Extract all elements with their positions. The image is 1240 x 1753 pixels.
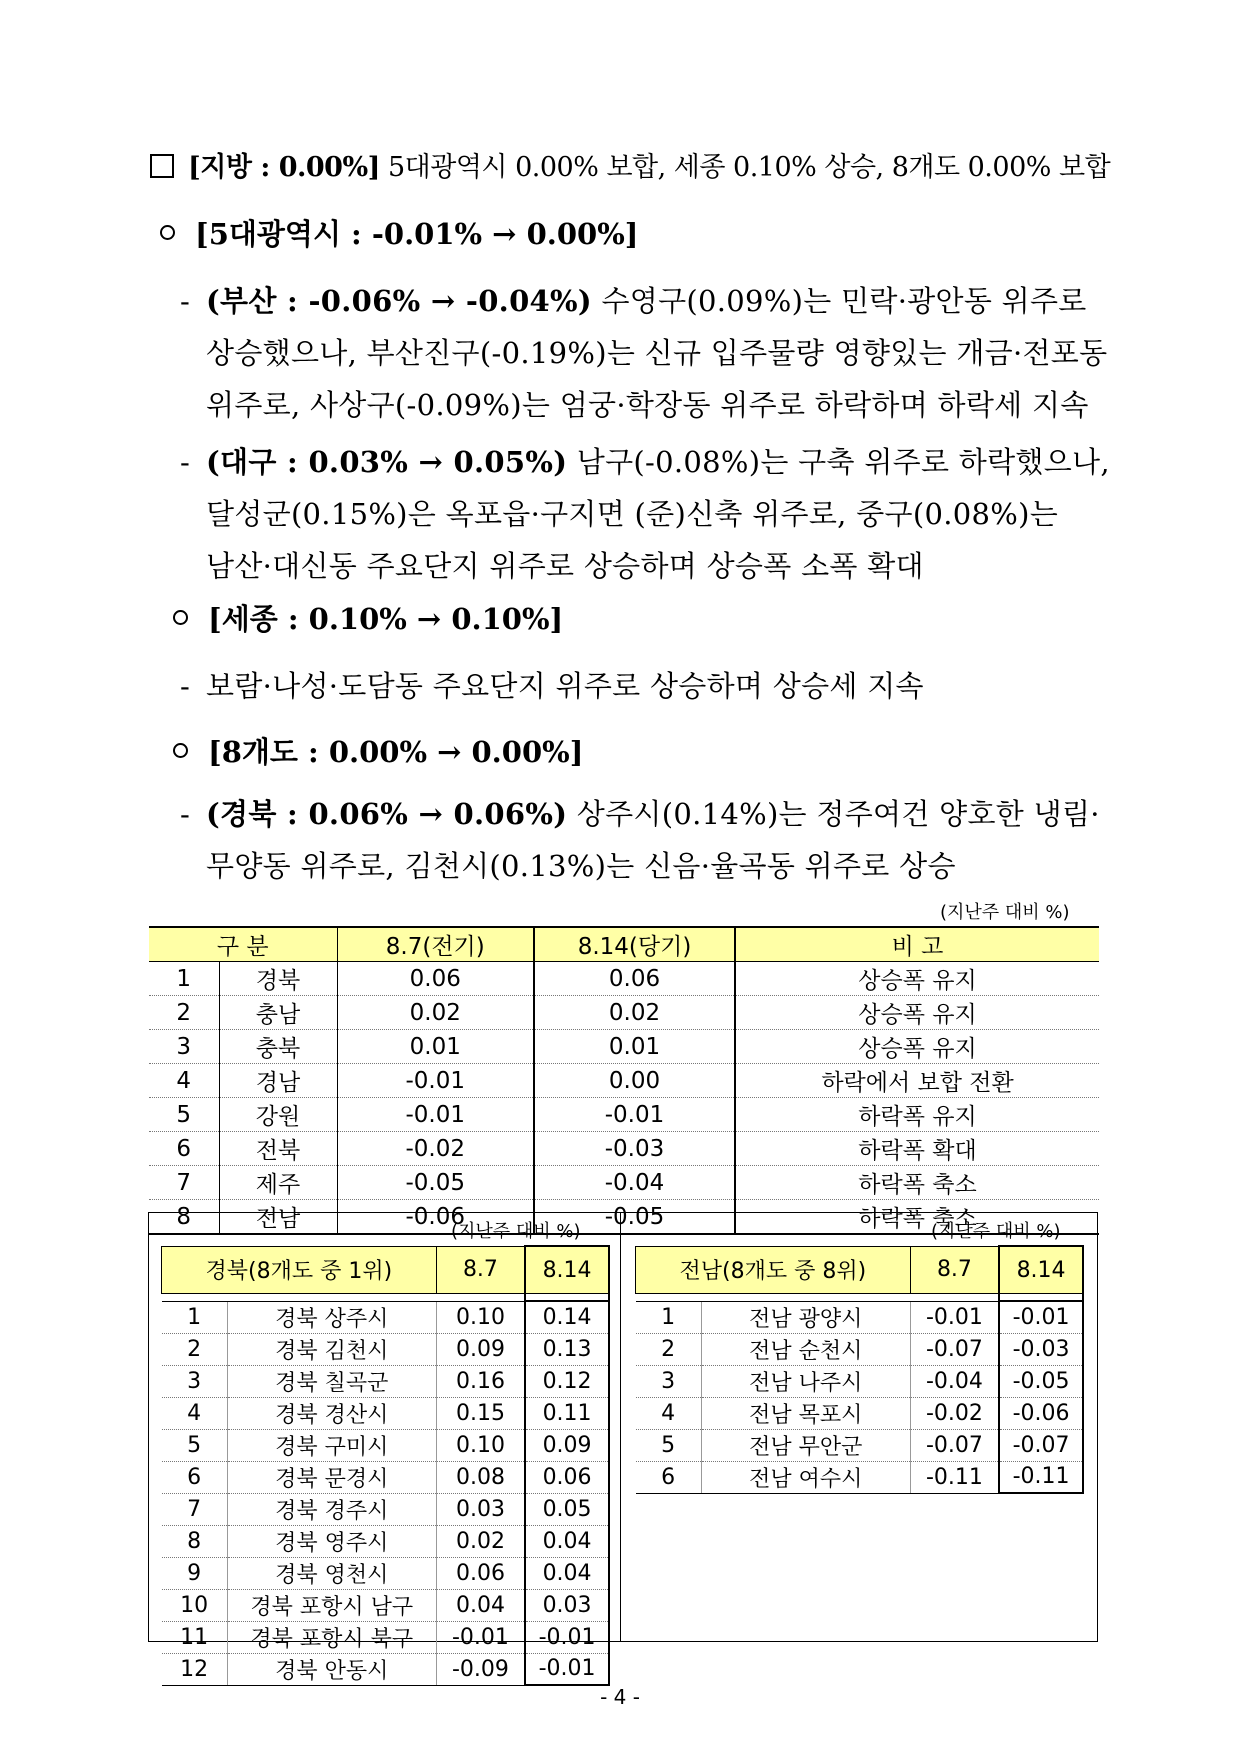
table-cell: -0.11: [999, 1461, 1083, 1493]
table-cell: 전남 여수시: [701, 1461, 910, 1493]
table-cell: 0.06: [337, 962, 534, 996]
table-cell: 0.09: [436, 1333, 525, 1365]
table-cell: 하락폭 유지: [735, 1098, 1099, 1132]
table-cell: 11: [162, 1621, 228, 1653]
busan-line-1: 수영구(0.09%)는 민락·광안동 위주로: [601, 284, 1087, 318]
header-remarks: 비 고: [735, 927, 1099, 962]
table-cell: 상승폭 유지: [735, 962, 1099, 996]
page-number: - 4 -: [600, 1685, 640, 1709]
table-cell: 4: [149, 1064, 219, 1098]
daegu-label: (대구 : 0.03% → 0.05%): [206, 445, 568, 479]
table-cell: 12: [162, 1653, 228, 1685]
dash-bullet: -: [180, 797, 191, 831]
provinces-title: [8개도 : 0.00% → 0.00%]: [208, 735, 584, 769]
table-cell: 하락폭 축소: [735, 1200, 1099, 1235]
table-cell: 전북: [219, 1132, 337, 1166]
table-row: [149, 1064, 1099, 1098]
table-cell: 경북 구미시: [227, 1429, 436, 1461]
table-cell: 0.08: [436, 1461, 525, 1493]
table-cell: 상승폭 유지: [735, 1030, 1099, 1064]
provinces-table: [149, 926, 1099, 1235]
checkbox-square-icon: [150, 154, 174, 178]
daegu-paragraph: [180, 436, 1110, 592]
table-row: [149, 996, 1099, 1030]
table-cell: 5: [162, 1429, 228, 1461]
table-cell: 전남 광양시: [701, 1301, 910, 1333]
table-cell: -0.03: [999, 1333, 1083, 1365]
table-cell: 경남: [219, 1064, 337, 1098]
table-cell: 6: [636, 1461, 702, 1493]
table-cell: 0.14: [525, 1301, 609, 1333]
table-cell: 0.05: [525, 1493, 609, 1525]
table-cell: 0.03: [436, 1493, 525, 1525]
table-cell: 3: [162, 1365, 228, 1397]
unit-label: (지난주 대비 %): [940, 902, 1070, 923]
table-cell: 6: [149, 1132, 219, 1166]
table-cell: 10: [162, 1589, 228, 1621]
gyeongbuk-label: (경북 : 0.06% → 0.06%): [206, 797, 568, 831]
table-row: [162, 1493, 610, 1525]
dash-bullet: -: [180, 669, 191, 703]
table-cell: -0.01: [999, 1301, 1083, 1333]
table-row: [162, 1429, 610, 1461]
table-cell: 0.12: [525, 1365, 609, 1397]
table-cell: -0.04: [534, 1166, 735, 1200]
header-prev: 8.7(전기): [337, 927, 534, 962]
table-cell: 0.02: [436, 1525, 525, 1557]
table-row: [162, 1301, 610, 1333]
table-cell: 경북 상주시: [227, 1301, 436, 1333]
table-cell: 2: [149, 996, 219, 1030]
table-cell: -0.01: [910, 1301, 999, 1333]
gyeongbuk-line-2: 무양동 위주로, 김천시(0.13%)는 신음·율곡동 위주로 상승: [206, 849, 956, 883]
table-cell: 0.06: [525, 1461, 609, 1493]
table-cell: -0.06: [337, 1200, 534, 1235]
table-cell: 충남: [219, 996, 337, 1030]
table-cell: 0.02: [534, 996, 735, 1030]
table-cell: 경북: [219, 962, 337, 996]
table-row: [636, 1333, 1084, 1365]
table-cell: 7: [162, 1493, 228, 1525]
table-cell: 전남 무안군: [701, 1429, 910, 1461]
header-current: 8.14(당기): [534, 927, 735, 962]
table-row: [162, 1653, 610, 1685]
gyeongbuk-line-1: 상주시(0.14%)는 정주여건 양호한 냉림·: [576, 797, 1100, 831]
table-cell: 0.04: [525, 1525, 609, 1557]
right-header-prev: 8.7: [910, 1246, 999, 1294]
table-cell: 충북: [219, 1030, 337, 1064]
table-cell: -0.01: [337, 1098, 534, 1132]
table-cell: 7: [149, 1166, 219, 1200]
table-cell: 0.10: [436, 1429, 525, 1461]
table-row: [149, 1030, 1099, 1064]
table-cell: 4: [162, 1397, 228, 1429]
right-header-title: 전남(8개도 중 8위): [636, 1246, 911, 1294]
table-row: [149, 1132, 1099, 1166]
provinces-heading: [173, 730, 583, 771]
sejong-heading: [173, 597, 563, 638]
left-header-current: 8.14: [525, 1246, 609, 1294]
table-cell: -0.11: [910, 1461, 999, 1493]
table-cell: 5: [149, 1098, 219, 1132]
table-row: [149, 1098, 1099, 1132]
daegu-line-1: 남구(-0.08%)는 구축 위주로 하락했으나,: [576, 445, 1110, 479]
sejong-title: [세종 : 0.10% → 0.10%]: [208, 602, 564, 636]
table-row: [149, 1166, 1099, 1200]
table-cell: 2: [162, 1333, 228, 1365]
table-row: [162, 1621, 610, 1653]
table-cell: 1: [149, 962, 219, 996]
table-cell: 전남 순천시: [701, 1333, 910, 1365]
table-cell: 5: [636, 1429, 702, 1461]
table-cell: 경북 안동시: [227, 1653, 436, 1685]
gyeongbuk-detail-table: [161, 1245, 610, 1686]
table-header-row: [149, 927, 1099, 962]
table-cell: 0.06: [534, 962, 735, 996]
table-cell: 0.16: [436, 1365, 525, 1397]
table-row: [636, 1461, 1084, 1493]
table-row: [636, 1429, 1084, 1461]
table-cell: -0.04: [910, 1365, 999, 1397]
table-header-row: [636, 1246, 1084, 1294]
table-cell: 8: [162, 1525, 228, 1557]
table-cell: -0.03: [534, 1132, 735, 1166]
summary-text: 5대광역시 0.00% 보합, 세종 0.10% 상승, 8개도 0.00% 보합: [388, 152, 1111, 183]
table-cell: 하락에서 보합 전환: [735, 1064, 1099, 1098]
table-cell: 0.03: [525, 1589, 609, 1621]
table-cell: 전남: [219, 1200, 337, 1235]
table-cell: -0.01: [337, 1064, 534, 1098]
summary-line: [150, 145, 1110, 184]
dash-bullet: -: [180, 445, 191, 479]
daegu-line-2: 달성군(0.15%)은 옥포읍·구지면 (준)신축 위주로, 중구(0.08%)는: [206, 497, 1059, 531]
table-cell: -0.07: [910, 1429, 999, 1461]
table-row: [149, 962, 1099, 996]
sejong-paragraph: [180, 660, 924, 712]
table-row: [636, 1397, 1084, 1429]
table-cell: 0.01: [337, 1030, 534, 1064]
table-cell: 0.00: [534, 1064, 735, 1098]
table-cell: 0.04: [436, 1589, 525, 1621]
left-header-prev: 8.7: [436, 1246, 525, 1294]
table-cell: 3: [149, 1030, 219, 1064]
table-cell: -0.02: [910, 1397, 999, 1429]
table-cell: 경북 포항시 북구: [227, 1621, 436, 1653]
table-cell: 제주: [219, 1166, 337, 1200]
table-cell: -0.02: [337, 1132, 534, 1166]
table-cell: -0.07: [910, 1333, 999, 1365]
dash-bullet: -: [180, 284, 191, 318]
table-cell: 경북 김천시: [227, 1333, 436, 1365]
jeonnam-detail-table: [635, 1245, 1084, 1494]
table-cell: 1: [162, 1301, 228, 1333]
table-cell: 경북 문경시: [227, 1461, 436, 1493]
table-row: [162, 1589, 610, 1621]
table-cell: 경북 영주시: [227, 1525, 436, 1557]
table-row: [162, 1333, 610, 1365]
busan-paragraph: [180, 275, 1107, 431]
table-cell: -0.01: [525, 1653, 609, 1685]
daegu-line-3: 남산·대신동 주요단지 위주로 상승하며 상승폭 소폭 확대: [206, 549, 924, 583]
table-cell: 4: [636, 1397, 702, 1429]
table-cell: 1: [636, 1301, 702, 1333]
table-cell: -0.01: [525, 1621, 609, 1653]
table-cell: 0.09: [525, 1429, 609, 1461]
circle-bullet-icon: [160, 225, 175, 240]
table-cell: 경북 경산시: [227, 1397, 436, 1429]
gyeongbuk-paragraph: [180, 788, 1100, 892]
table-cell: 6: [162, 1461, 228, 1493]
table-cell: 상승폭 유지: [735, 996, 1099, 1030]
divider: [620, 1213, 621, 1641]
table-cell: -0.05: [337, 1166, 534, 1200]
busan-label: (부산 : -0.06% → -0.04%): [206, 284, 592, 318]
table-row: [162, 1365, 610, 1397]
table-cell: 0.06: [436, 1557, 525, 1589]
table-row: [162, 1557, 610, 1589]
table-cell: 0.15: [436, 1397, 525, 1429]
table-cell: 경북 영천시: [227, 1557, 436, 1589]
table-cell: 강원: [219, 1098, 337, 1132]
header-category: 구 분: [149, 927, 337, 962]
table-cell: -0.07: [999, 1429, 1083, 1461]
table-cell: -0.06: [999, 1397, 1083, 1429]
table-cell: 0.02: [337, 996, 534, 1030]
right-header-current: 8.14: [999, 1246, 1083, 1294]
table-cell: 2: [636, 1333, 702, 1365]
table-cell: 0.04: [525, 1557, 609, 1589]
table-cell: 전남 나주시: [701, 1365, 910, 1397]
left-header-title: 경북(8개도 중 1위): [162, 1246, 437, 1294]
metro-heading: [160, 212, 638, 253]
table-cell: 경북 경주시: [227, 1493, 436, 1525]
table-row: [636, 1301, 1084, 1333]
table-cell: 하락폭 확대: [735, 1132, 1099, 1166]
metro-title: [5대광역시 : -0.01% → 0.00%]: [195, 217, 639, 251]
circle-bullet-icon: [173, 743, 188, 758]
table-cell: 0.13: [525, 1333, 609, 1365]
table-cell: -0.09: [436, 1653, 525, 1685]
table-cell: 전남 목포시: [701, 1397, 910, 1429]
busan-line-3: 위주로, 사상구(-0.09%)는 엄궁·학장동 위주로 하락하며 하락세 지속: [206, 388, 1089, 422]
table-cell: 3: [636, 1365, 702, 1397]
sejong-text: 보람·나성·도담동 주요단지 위주로 상승하며 상승세 지속: [206, 669, 924, 703]
table-cell: 0.11: [525, 1397, 609, 1429]
table-row: [162, 1525, 610, 1557]
table-cell: -0.01: [436, 1621, 525, 1653]
circle-bullet-icon: [173, 610, 188, 625]
table-header-row: [162, 1246, 610, 1294]
table-cell: -0.05: [999, 1365, 1083, 1397]
table-row: [636, 1365, 1084, 1397]
unit-label-right: (지난주 대비 %): [931, 1221, 1061, 1242]
unit-label-left: (지난주 대비 %): [451, 1221, 581, 1242]
table-cell: 0.01: [534, 1030, 735, 1064]
table-row: [162, 1461, 610, 1493]
table-cell: 9: [162, 1557, 228, 1589]
busan-line-2: 상승했으나, 부산진구(-0.19%)는 신규 입주물량 영향있는 개금·전포동: [206, 336, 1108, 370]
table-cell: 하락폭 축소: [735, 1166, 1099, 1200]
table-cell: -0.01: [534, 1098, 735, 1132]
table-cell: 8: [149, 1200, 219, 1235]
table-cell: 경북 칠곡군: [227, 1365, 436, 1397]
table-cell: 경북 포항시 남구: [227, 1589, 436, 1621]
summary-label: [지방 : 0.00%]: [188, 152, 380, 183]
table-row: [162, 1397, 610, 1429]
table-cell: 0.10: [436, 1301, 525, 1333]
table-cell: -0.05: [534, 1200, 735, 1235]
detail-tables-container: [148, 1212, 1098, 1684]
